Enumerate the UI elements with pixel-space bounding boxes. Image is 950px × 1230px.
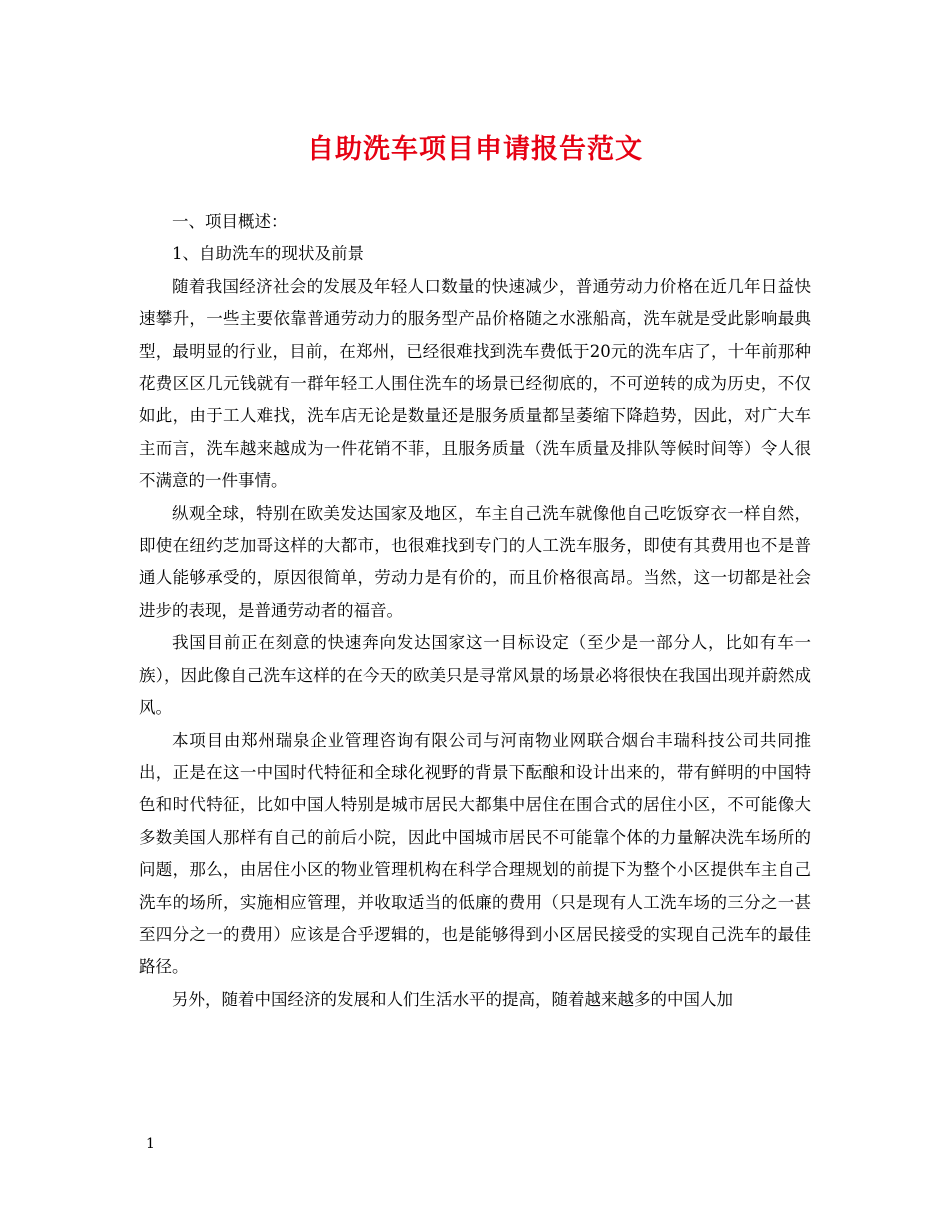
- paragraph: 另外，随着中国经济的发展和人们生活水平的提高，随着越来越多的中国人加: [172, 989, 733, 1009]
- page-number: 1: [146, 1136, 155, 1152]
- subsection-heading: 1、自助洗车的现状及前景: [172, 244, 364, 264]
- section-heading: 一、项目概述：: [172, 212, 288, 231]
- document-title: 自助洗车项目申请报告范文: [307, 134, 643, 165]
- document-body: [139, 206, 811, 1016]
- paragraph: 本项目由郑州瑞泉企业管理咨询有限公司与河南物业网联合烟台丰瑞科技公司共同推出，正是在这一中国时代特征和全球化视野的背景下酝酿和设计出来的，带有鲜明的中国特色和时代特征，比如中国人特别是城市居民大都集中居住在围合式的居住小区，不可能像大多数美国人那样有自己的前后小院，因此中国城市居民不可能靠个体的力量解决洗车场所的问题，那么，由居住小区的物业管理机构在科学合理规划的前提下为整个小区提供车主自己洗车的场所，实施相应管理，并收取适当的低廉的费用（只是现有人工洗车场的三分之一甚至四分之一的费用）应该是合乎逻辑的，也是能够得到小区居民接受的实现自己洗车的最佳路径。: [139, 730, 811, 977]
- paragraph: 纵观全球，特别在欧美发达国家及地区，车主自己洗车就像他自己吃饭穿衣一样自然，即使在纽约芝加哥这样的大都市，也很难找到专门的人工洗车服务，即使有其费用也不是普通人能够承受的，原因很简单，劳动力是有价的，而且价格很高昂。当然，这一切都是社会进步的表现，是普通劳动者的福音。: [139, 503, 811, 620]
- paragraph: 随着我国经济社会的发展及年轻人口数量的快速减少，普通劳动力价格在近几年日益快速攀升，一些主要依靠普通劳动力的服务型产品价格随之水涨船高，洗车就是受此影响最典型，最明显的行业，目前，在郑州，已经很难找到洗车费低于20元的洗车店了，十年前那种花费区区几元钱就有一群年轻工人围住洗车的场景已经彻底的，不可逆转的成为历史，不仅如此，由于工人难找，洗车店无论是数量还是服务质量都呈萎缩下降趋势，因此，对广大车主而言，洗车越来越成为一件花销不菲，且服务质量（洗车质量及排队等候时间等）令人很不满意的一件事情。: [139, 276, 811, 491]
- paragraph: 我国目前正在刻意的快速奔向发达国家这一目标设定（至少是一部分人，比如有车一族），因此像自己洗车这样的在今天的欧美只是寻常风景的场景必将很快在我国出现并蔚然成风。: [139, 633, 811, 718]
